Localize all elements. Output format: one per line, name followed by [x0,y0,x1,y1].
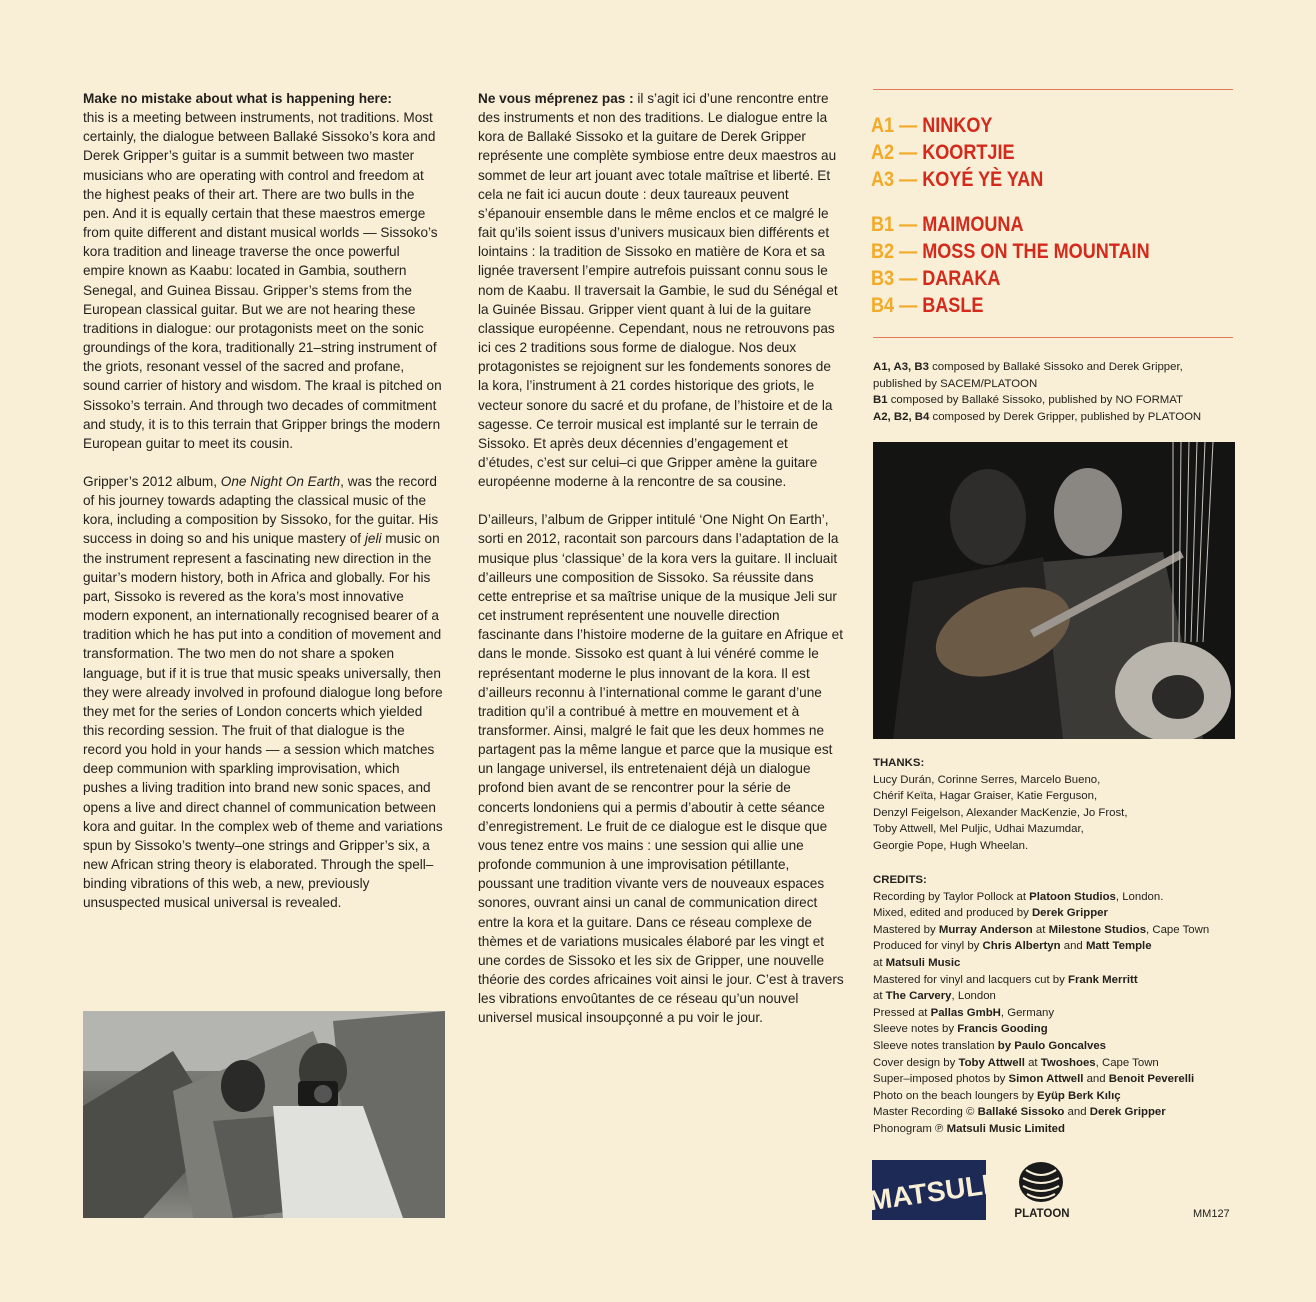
credit-text: and [1060,940,1086,953]
credit-text: Produced for vinyl by [873,940,983,953]
thanks-line: Denzyl Feigelson, Alexander MacKenzie, Jo Frost, [873,806,1128,819]
composer-codes-4: A2, B2, B4 [873,410,930,423]
credit-name: Matsuli Music [885,956,961,969]
track-code: B3 [871,267,895,290]
track-a2 [871,139,1189,166]
musicians-photo [873,442,1235,739]
credit-line [873,988,1253,1005]
credit-name: Twoshoes [1040,1056,1096,1069]
platoon-label: PLATOON [1014,1208,1070,1220]
credit-line [873,938,1253,955]
french-p1-text: il s’agit ici d’une rencontre entre des instruments et non des traditions. Le dialogue entre la kora de Ballaké Sissoko et la guitare de Derek Gripper représente une complète symbiose entre deux maestros au sommet de leur art jouant avec totale maîtrise et liberté. Et cela ne fait ici aucun doute : deux taureaux peuvent s’épanouir ensemble dans le même enclos et ce malgré le fait qu’ils soient issus d’univers musicaux bien différents et lointains : la tradition de Sissoko en matière de Kora et sa lignée traversent l’empire autrefois puissant connu sous le nom de Kaabu. Il traversait la Gambie, le sud du Sénégal et la Guinée Bissau. Gripper vient quant à lui de la guitare classique européenne. Cependant, nous ne retrouvons pas ici ces 2 traditions sous forme de dialogue. Nos deux protagonistes se rejoignent sur les fondements sonores de la kora, l’instrument à 21 cordes historique des griots, le vecteur sonore du sacré et du profane, de l’histoire et de la sagesse. Ce terroir musical est implanté sur le terrain de Sissoko. Et après deux décennies d’engagement et d’études, c’est sur celui–ci que Gripper amène la guitare européenne moderne à la rencontre de sa cousine. [478,91,838,490]
credit-text: Pressed at [873,1006,931,1019]
credit-text: Mastered for vinyl and lacquers cut by [873,973,1068,986]
english-p2-b: , was the record of his journey towards adapting the classical music of the kora, including a composition by Sissoko, for the guitar. His success in doing so and his unique mastery of [83,473,439,547]
track-title: KOYÉ YÈ YAN [922,168,1044,191]
credit-line [873,972,1253,989]
credit-text: , London [951,990,996,1003]
credits-heading: CREDITS: [873,874,927,886]
credit-text: Cover design by [873,1056,959,1069]
track-dash: — [894,294,923,317]
credit-name: Francis Gooding [957,1023,1048,1036]
credit-name: by Paulo Goncalves [997,1039,1106,1052]
french-paragraph-1 [478,89,844,491]
track-code: B2 [871,240,895,263]
track-b2 [871,238,1189,265]
composer-text-3: composed by Ballaké Sissoko, published by NO FORMAT [887,394,1183,407]
credit-text: and [1083,1073,1109,1086]
track-dash: — [894,240,923,263]
track-title: MOSS ON THE MOUNTAIN [922,240,1150,263]
side-a-list [871,112,1189,193]
track-title: MAIMOUNA [922,213,1024,236]
track-dash: — [894,114,923,137]
credit-text: at [873,956,886,969]
track-title: BASLE [922,294,984,317]
credit-line [873,1055,1253,1072]
side-b-list [871,211,1189,319]
catalog-number: MM127 [1193,1208,1230,1220]
credit-line [873,1104,1253,1121]
thanks-line: Lucy Durán, Corinne Serres, Marcelo Bueno, [873,773,1101,786]
track-code: B1 [871,213,895,236]
track-code: B4 [871,294,895,317]
credits-section [873,872,1253,1138]
beach-loungers-photo [83,1011,445,1218]
track-b1 [871,211,1189,238]
credit-text: Master Recording © [873,1106,978,1119]
credit-line [873,922,1253,939]
credit-text: Mixed, edited and produced by [873,907,1032,920]
credit-name: Matt Temple [1085,940,1152,953]
track-dash: — [894,168,923,191]
tracklist [871,112,1189,319]
credit-text: , Cape Town [1146,923,1210,936]
track-dash: — [894,267,923,290]
tracklist-rule [873,337,1233,338]
english-p1-text: this is a meeting between instruments, not traditions. Most certainly, the dialogue between Ballaké Sissoko’s kora and Derek Gripper’s guitar is a summit between two master musicians who are operating with control and freedom at the highest peaks of their art. There are two bulls in the pen. And it is equally certain that these maestros emerge from quite different and distant musical worlds — Sissoko’s kora tradition and lineage traverse the once powerful empire known as Kaabu: located in Gambia, southern Senegal, and Guinea Bissau. Gripper’s stems from the European classical guitar. But we are not hearing these traditions in dialogue: our protagonists meet on the sonic groundings of the kora, traditionally 21–string instrument of the griots, resonant vessel of the sacred and profane, sound carrier of history and wisdom. The kraal is pitched on Sissoko’s terrain. And through two decades of commitment and study, it is to this terrain that Gripper brings the modern European guitar to meet its cousin. [83,110,442,451]
english-paragraph-2 [83,472,443,913]
credit-text: Sleeve notes by [873,1023,958,1036]
credit-name: Derek Gripper [1089,1106,1166,1119]
thanks-section [873,755,1253,855]
track-b4 [871,292,1189,319]
credit-line [873,889,1253,906]
credit-text: Mastered by [873,923,939,936]
credit-line [873,1121,1253,1138]
french-paragraph-2: D’ailleurs, l’album de Gripper intitulé ‘One Night On Earth’, sorti en 2012, racontait son parcours dans l’adaptation de la musique plus ‘classique’ de la kora vers la guitare. Il incluait d’ailleurs une composition de Sissoko. Sa réussite dans cette entreprise et sa maîtrise unique de la musique Jeli sur cet instrument représentent une nouvelle direction fascinante dans l’histoire moderne de la guitare en Afrique et dans le monde. Sissoko est quant à lui vénéré comme le représentant moderne le plus innovant de la kora. Il est d’ailleurs reconnu à l’international comme le garant d’une tradition qu’il a contribué à mettre en mouvement et à transformer. Ainsi, malgré le fait que les deux hommes ne partagent pas la même langue et parce que la musique est un langage universel, ils entretenaient déjà un dialogue profond bien avant de se rencontrer pour la série de concerts londoniens qui a permis d’aboutir à cette séance d’enregistrement. Le fruit de ce dialogue est le disque que vous tenez entre vos mains : une session qui allie une profonde communion à une improvisation pétillante, poussant une tradition vivante vers de nouveaux espaces sonores, ouvrant ainsi un canal de communication direct entre la kora et la guitare. Dans ce réseau complexe de thèmes et de variations musicales élaboré par les vingt et une cordes de Sissoko et les six de Gripper, une nouvelle théorie des cordes africaines voit ainsi le jour. C’est à travers les vibrations envoûtantes de ce réseau qu’un nouvel universel musical insoupçonné a pu voir le jour. [478,512,844,1026]
credit-text: and [1064,1106,1090,1119]
track-dash: — [894,141,923,164]
composer-codes-1: A1, A3, B3 [873,361,929,373]
credit-name: Pallas GmbH [930,1006,1001,1019]
french-lead: Ne vous méprenez pas : [478,91,634,106]
track-code: A2 [871,141,895,164]
matsuli-logo [872,1160,986,1220]
composer-text-1: composed by Ballaké Sissoko and Derek Gripper, [928,361,1183,373]
composer-credits [873,359,1253,425]
credit-name: Matsuli Music Limited [946,1122,1065,1135]
credit-line [873,1088,1253,1105]
credit-name: Murray Anderson [938,923,1033,936]
thanks-lines [873,772,1253,855]
credit-text: Phonogram ℗ [873,1122,947,1135]
credit-name: Platoon Studios [1029,890,1116,903]
track-dash: — [894,213,923,236]
credit-lines [873,889,1253,1138]
thanks-heading: THANKS: [873,757,925,769]
credit-name: Ballaké Sissoko [977,1106,1065,1119]
english-lead: Make no mistake about what is happening here: [83,91,392,106]
track-code: A3 [871,168,895,191]
credit-line [873,1038,1253,1055]
track-a3 [871,166,1189,193]
track-title: DARAKA [922,267,1001,290]
credit-text: , Germany [1000,1006,1055,1019]
album-title-italic: One Night On Earth [220,473,341,489]
credit-text: , Cape Town [1095,1056,1159,1069]
credit-text: Super–imposed photos by [873,1073,1009,1086]
english-sleeve-notes [83,89,443,913]
composer-text-2: published by SACEM/PLATOON [873,377,1038,390]
credit-line [873,1005,1253,1022]
credit-text: Sleeve notes translation [873,1039,998,1052]
credit-name: Derek Gripper [1031,907,1108,920]
matsuli-logo-text: MATSULI [872,1168,986,1217]
credit-name: Toby Attwell [958,1056,1025,1069]
composer-text-4: composed by Derek Gripper, published by PLATOON [929,410,1202,423]
track-a1 [871,112,1189,139]
credit-text: at [873,990,886,1003]
english-paragraph-1 [83,89,443,453]
credit-line [873,1021,1253,1038]
track-b3 [871,265,1189,292]
credit-name: Eyüp Berk Kılıç [1037,1089,1121,1102]
credit-text: at [1032,923,1049,936]
credit-line [873,905,1253,922]
jeli-italic: jeli [364,531,382,547]
credit-name: Benoit Peverelli [1108,1073,1195,1086]
french-sleeve-notes [478,89,844,1028]
track-code: A1 [871,114,895,137]
credit-line [873,955,1253,972]
thanks-line: Georgie Pope, Hugh Wheelan. [873,839,1029,852]
english-p2-a: Gripper’s 2012 album, [83,473,221,489]
credit-text: Recording by Taylor Pollock at [873,890,1030,903]
credit-text: at [1024,1056,1041,1069]
credit-name: Chris Albertyn [982,940,1061,953]
composer-codes-3: B1 [873,394,888,407]
track-title: KOORTJIE [922,141,1015,164]
credit-name: Simon Attwell [1008,1073,1084,1086]
credit-name: Frank Merritt [1068,973,1138,986]
credit-text: , London. [1115,890,1164,903]
english-p2-c: music on the instrument represent a fascinating new direction in the guitar’s modern history, both in Africa and globally. For his part, Sissoko is revered as the kora’s most innovative modern exponent, an internationally recognised bearer of a tradition which he has put into a condition of movement and transformation. The two men do not share a spoken language, but if it is true that music speaks universally, then they were already involved in profound dialogue long before they met for the series of London concerts which yielded this recording session. The fruit of that dialogue is the record you hold in your hands — a session which matches deep communion with sparkling improvisation, which pushes a living tradition into brand new sonic spaces, and opens a live and direct channel of communication between kora and guitar. In the complex web of theme and variations spun by Sissoko’s twenty–one strings and Gripper’s six, a new African string theory is elaborated. Through the spell–binding vibrations of this web, a new, previously unsuspected musical universal is revealed. [83,531,443,911]
thanks-line: Chérif Keïta, Hagar Graiser, Katie Ferguson, [873,790,1098,803]
track-title: NINKOY [922,114,993,137]
top-rule [873,89,1233,90]
credit-name: The Carvery [885,990,952,1003]
credit-line [873,1071,1253,1088]
thanks-line: Toby Attwell, Mel Puljic, Udhai Mazumdar, [873,823,1084,836]
credit-text: Photo on the beach loungers by [873,1089,1038,1102]
credit-name: Milestone Studios [1048,923,1147,936]
